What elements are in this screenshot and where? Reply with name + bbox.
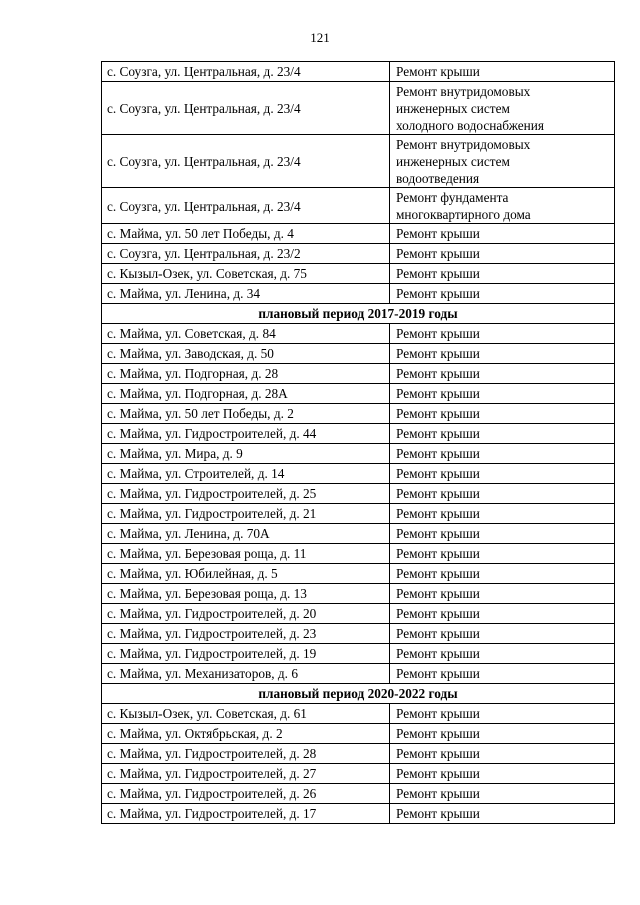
work-type-line: Ремонт крыши (396, 606, 480, 621)
address-cell: с. Майма, ул. Подгорная, д. 28 (102, 364, 390, 384)
work-type-line: Ремонт крыши (396, 226, 480, 241)
table-row (102, 764, 615, 784)
address-cell: с. Соузга, ул. Центральная, д. 23/4 (102, 188, 390, 224)
work-type-line: инженерных систем (396, 101, 510, 116)
table-row (102, 564, 615, 584)
table-row (102, 424, 615, 444)
table-row (102, 644, 615, 664)
table-row (102, 244, 615, 264)
work-type-line: Ремонт крыши (396, 806, 480, 821)
work-type-cell (390, 624, 615, 644)
address-cell: с. Кызыл-Озек, ул. Советская, д. 75 (102, 264, 390, 284)
work-type-cell (390, 704, 615, 724)
table-body (102, 62, 615, 824)
work-type-line: Ремонт крыши (396, 706, 480, 721)
work-type-line: Ремонт внутридомовых (396, 137, 531, 152)
address-cell: с. Майма, ул. Гидростроителей, д. 27 (102, 764, 390, 784)
address-cell: с. Майма, ул. 50 лет Победы, д. 2 (102, 404, 390, 424)
work-type-cell (390, 264, 615, 284)
table-row (102, 344, 615, 364)
page-number: 121 (310, 30, 330, 45)
address-cell: с. Майма, ул. Гидростроителей, д. 20 (102, 604, 390, 624)
work-type-line: Ремонт внутридомовых (396, 84, 531, 99)
address-cell: с. Майма, ул. Советская, д. 84 (102, 324, 390, 344)
work-type-line: Ремонт крыши (396, 666, 480, 681)
table-row (102, 784, 615, 804)
work-type-cell (390, 344, 615, 364)
table-row (102, 604, 615, 624)
address-cell: с. Майма, ул. Строителей, д. 14 (102, 464, 390, 484)
work-type-cell (390, 524, 615, 544)
table-row (102, 804, 615, 824)
address-cell: с. Майма, ул. Березовая роща, д. 11 (102, 544, 390, 564)
repair-works-table (101, 61, 615, 824)
table-row (102, 524, 615, 544)
address-cell: с. Майма, ул. Подгорная, д. 28А (102, 384, 390, 404)
work-type-cell (390, 424, 615, 444)
work-type-line: Ремонт крыши (396, 346, 480, 361)
work-type-cell (390, 644, 615, 664)
table-row (102, 264, 615, 284)
work-type-line: Ремонт крыши (396, 386, 480, 401)
work-type-line: Ремонт крыши (396, 586, 480, 601)
address-cell: с. Соузга, ул. Центральная, д. 23/4 (102, 82, 390, 135)
work-type-line: Ремонт фундамента (396, 190, 509, 205)
work-type-cell (390, 284, 615, 304)
work-type-line: Ремонт крыши (396, 646, 480, 661)
work-type-cell (390, 464, 615, 484)
address-cell: с. Майма, ул. Механизаторов, д. 6 (102, 664, 390, 684)
work-type-cell (390, 744, 615, 764)
work-type-cell (390, 135, 615, 188)
work-type-line: Ремонт крыши (396, 246, 480, 261)
table-row (102, 484, 615, 504)
work-type-line: Ремонт крыши (396, 286, 480, 301)
address-cell: с. Майма, ул. Гидростроителей, д. 17 (102, 804, 390, 824)
table-row (102, 188, 615, 224)
address-cell: с. Майма, ул. Октябрьская, д. 2 (102, 724, 390, 744)
section-header-row (102, 304, 615, 324)
work-type-line: Ремонт крыши (396, 406, 480, 421)
work-type-cell (390, 724, 615, 744)
address-cell: с. Кызыл-Озек, ул. Советская, д. 61 (102, 704, 390, 724)
work-type-line: холодного водоснабжения (396, 118, 544, 133)
address-cell: с. Майма, ул. Юбилейная, д. 5 (102, 564, 390, 584)
work-type-cell (390, 384, 615, 404)
address-cell: с. Майма, ул. Гидростроителей, д. 19 (102, 644, 390, 664)
table-row (102, 544, 615, 564)
work-type-cell (390, 188, 615, 224)
table-row (102, 704, 615, 724)
work-type-line: Ремонт крыши (396, 746, 480, 761)
work-type-line: Ремонт крыши (396, 366, 480, 381)
address-cell: с. Майма, ул. Гидростроителей, д. 23 (102, 624, 390, 644)
section-title: плановый период 2017-2019 годы (102, 304, 615, 324)
work-type-cell (390, 784, 615, 804)
section-title: плановый период 2020-2022 годы (102, 684, 615, 704)
address-cell: с. Соузга, ул. Центральная, д. 23/2 (102, 244, 390, 264)
work-type-line: Ремонт крыши (396, 506, 480, 521)
table-row (102, 62, 615, 82)
address-cell: с. Майма, ул. Гидростроителей, д. 28 (102, 744, 390, 764)
address-cell: с. Майма, ул. 50 лет Победы, д. 4 (102, 224, 390, 244)
table-row (102, 724, 615, 744)
work-type-line: Ремонт крыши (396, 526, 480, 541)
work-type-line: инженерных систем (396, 154, 510, 169)
work-type-cell (390, 244, 615, 264)
address-cell: с. Майма, ул. Ленина, д. 34 (102, 284, 390, 304)
table-row (102, 404, 615, 424)
address-cell: с. Майма, ул. Березовая роща, д. 13 (102, 584, 390, 604)
work-type-line: Ремонт крыши (396, 566, 480, 581)
work-type-line: Ремонт крыши (396, 486, 480, 501)
work-type-cell (390, 564, 615, 584)
work-type-cell (390, 504, 615, 524)
address-cell: с. Майма, ул. Ленина, д. 70А (102, 524, 390, 544)
table-row (102, 584, 615, 604)
table-row (102, 624, 615, 644)
work-type-cell (390, 224, 615, 244)
table-row (102, 82, 615, 135)
work-type-cell (390, 764, 615, 784)
table-row (102, 284, 615, 304)
address-cell: с. Соузга, ул. Центральная, д. 23/4 (102, 135, 390, 188)
address-cell: с. Соузга, ул. Центральная, д. 23/4 (102, 62, 390, 82)
work-type-line: Ремонт крыши (396, 266, 480, 281)
work-type-line: многоквартирного дома (396, 207, 531, 222)
work-type-cell (390, 444, 615, 464)
work-type-line: Ремонт крыши (396, 546, 480, 561)
work-type-cell (390, 584, 615, 604)
work-type-cell (390, 404, 615, 424)
table-row (102, 444, 615, 464)
work-type-line: Ремонт крыши (396, 64, 480, 79)
work-type-line: Ремонт крыши (396, 786, 480, 801)
work-type-line: водоотведения (396, 171, 480, 186)
work-type-line: Ремонт крыши (396, 726, 480, 741)
section-header-row (102, 684, 615, 704)
work-type-line: Ремонт крыши (396, 766, 480, 781)
work-type-cell (390, 664, 615, 684)
table-row (102, 324, 615, 344)
work-type-line: Ремонт крыши (396, 326, 480, 341)
table-row (102, 504, 615, 524)
work-type-cell (390, 544, 615, 564)
table-row (102, 135, 615, 188)
work-type-line: Ремонт крыши (396, 446, 480, 461)
table-row (102, 464, 615, 484)
table-row (102, 664, 615, 684)
work-type-line: Ремонт крыши (396, 426, 480, 441)
work-type-cell (390, 324, 615, 344)
work-type-line: Ремонт крыши (396, 626, 480, 641)
work-type-cell (390, 604, 615, 624)
table-row (102, 364, 615, 384)
table-row (102, 384, 615, 404)
address-cell: с. Майма, ул. Мира, д. 9 (102, 444, 390, 464)
address-cell: с. Майма, ул. Гидростроителей, д. 21 (102, 504, 390, 524)
work-type-cell (390, 82, 615, 135)
address-cell: с. Майма, ул. Гидростроителей, д. 25 (102, 484, 390, 504)
address-cell: с. Майма, ул. Гидростроителей, д. 44 (102, 424, 390, 444)
table-row (102, 744, 615, 764)
work-type-cell (390, 484, 615, 504)
work-type-cell (390, 804, 615, 824)
work-type-cell (390, 364, 615, 384)
address-cell: с. Майма, ул. Гидростроителей, д. 26 (102, 784, 390, 804)
table-row (102, 224, 615, 244)
work-type-line: Ремонт крыши (396, 466, 480, 481)
work-type-cell (390, 62, 615, 82)
address-cell: с. Майма, ул. Заводская, д. 50 (102, 344, 390, 364)
